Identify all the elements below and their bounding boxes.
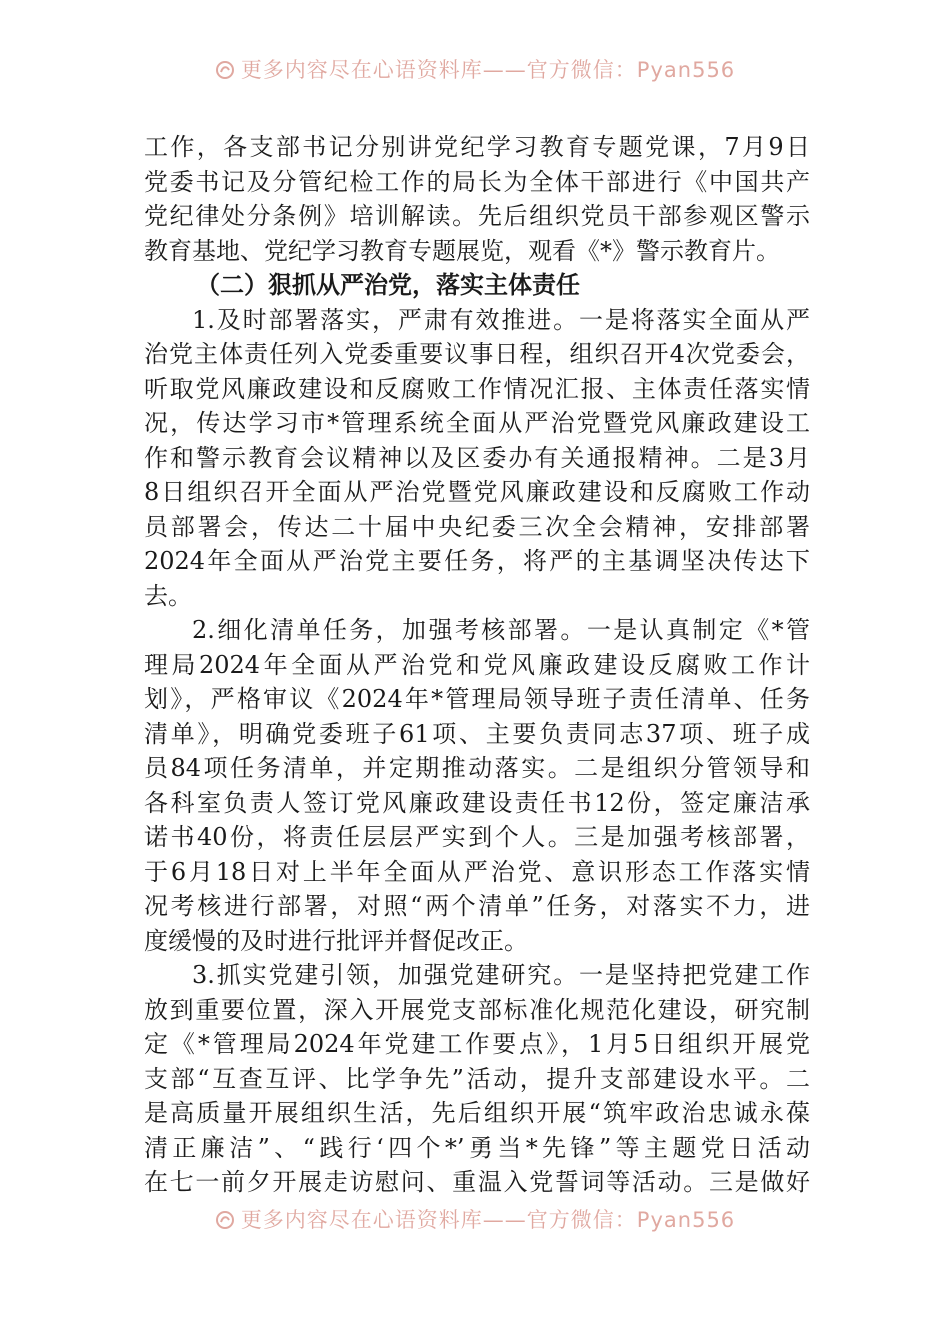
text-line: 诺书40份，将责任层层严实到个人。三是加强考核部署，: [144, 823, 810, 851]
text-line: 党委书记及分管纪检工作的局长为全体干部进行《中国共产: [144, 167, 810, 196]
text-line: 去。: [144, 581, 192, 610]
text-line: 定《*管理局2024年党建工作要点》，1月5日组织开展党: [144, 1030, 810, 1058]
text-line: 员部署会，传达二十届中央纪委三次全会精神，安排部署: [144, 512, 810, 541]
watermark-text: 更多内容尽在心语资料库——官方微信：Pyan556: [240, 1208, 736, 1232]
text-line: 2024年全面从严治党主要任务，将严的主基调坚决传达下: [144, 547, 810, 575]
text-line: 党纪律处分条例》培训解读。先后组织党员干部参观区警示: [144, 202, 810, 230]
text-line: 工作，各支部书记分别讲党纪学习教育专题党课，7月9日: [144, 133, 810, 161]
text-line: 治党主体责任列入党委重要议事日程，组织召开4次党委会，: [144, 340, 810, 368]
text-line: 8日组织召开全面从严治党暨党风廉政建设和反腐败工作动: [144, 478, 810, 506]
text-line: 听取党风廉政建设和反腐败工作情况汇报、主体责任落实情: [144, 374, 810, 403]
text-line: 划》，严格审议《2024年*管理局领导班子责任清单、任务: [144, 685, 810, 713]
paragraph-first-line: 1.及时部署落实，严肃有效推进。一是将落实全面从严: [192, 305, 810, 334]
text-line: 况考核进行部署，对照“两个清单”任务，对落实不力，进: [144, 892, 810, 920]
section-heading: （二）狠抓从严治党，落实主体责任: [196, 270, 580, 299]
text-line: 理局2024年全面从严治党和党风廉政建设反腐败工作计: [144, 650, 810, 679]
text-line: 支部“互查互评、比学争先”活动，提升支部建设水平。二: [144, 1064, 810, 1093]
text-line: 度缓慢的及时进行批评并督促改正。: [144, 926, 528, 955]
text-line: 于6月18日对上半年全面从严治党、意识形态工作落实情: [144, 857, 810, 886]
document-body: [144, 130, 810, 1200]
watermark-header: [0, 56, 950, 84]
text-line: 各科室负责人签订党风廉政建设责任书12份，签定廉洁承: [144, 788, 810, 817]
paragraph-first-line: 2.细化清单任务，加强考核部署。一是认真制定《*管: [192, 616, 810, 644]
text-line: 放到重要位置，深入开展党支部标准化规范化建设，研究制: [144, 995, 810, 1024]
text-line: 况，传达学习市*管理系统全面从严治党暨党风廉政建设工: [144, 409, 810, 437]
text-line: 作和警示教育会议精神以及区委办有关通报精神。二是3月: [144, 443, 810, 472]
logo-icon: [215, 60, 235, 80]
watermark-footer: [0, 1206, 950, 1234]
text-line: 在七一前夕开展走访慰问、重温入党誓词等活动。三是做好: [144, 1168, 810, 1196]
text-line: 员84项任务清单，并定期推动落实。二是组织分管领导和: [144, 754, 810, 782]
logo-icon: [215, 1210, 235, 1230]
text-line: 清正廉洁”、“践行‘四个*’勇当*先锋”等主题党日活动: [144, 1133, 810, 1162]
text-line: 清单》，明确党委班子61项、主要负责同志37项、班子成: [144, 719, 810, 748]
text-line: 教育基地、党纪学习教育专题展览，观看《*》警示教育片。: [144, 236, 780, 265]
text-line: 是高质量开展组织生活，先后组织开展“筑牢政治忠诚永葆: [144, 1099, 810, 1127]
paragraph-first-line: 3.抓实党建引领，加强党建研究。一是坚持把党建工作: [192, 961, 810, 989]
watermark-text: 更多内容尽在心语资料库——官方微信：Pyan556: [240, 58, 736, 82]
